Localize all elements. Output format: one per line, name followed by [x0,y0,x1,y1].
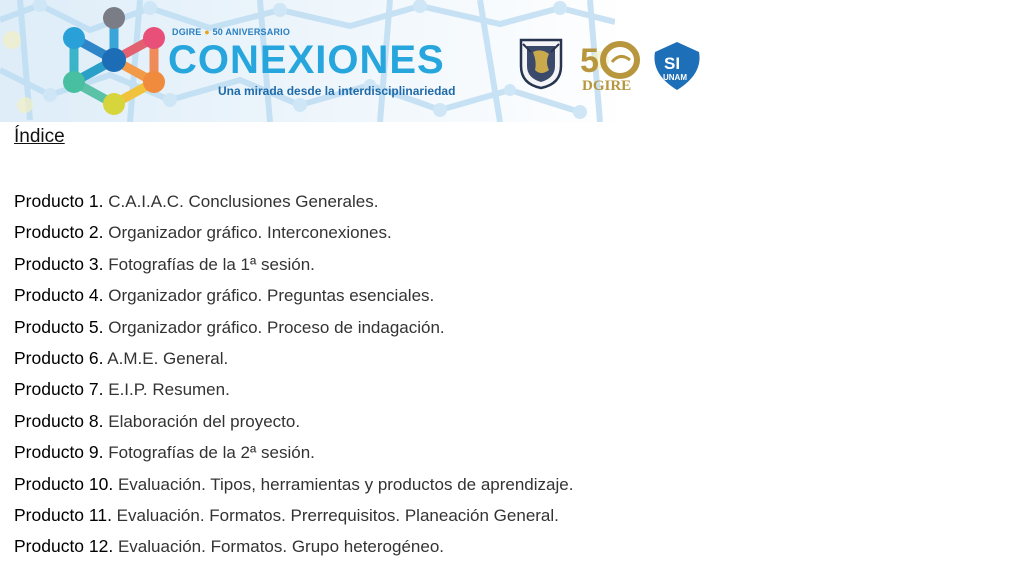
index-item [14,186,1004,217]
unam-shield-icon [515,36,567,90]
index-title: Índice [14,126,65,147]
index-item-label: Producto 5. [14,316,104,337]
index-item-label: Producto 8. [14,410,104,431]
index-item-text: Organizador gráfico. Preguntas esenciales. [108,286,435,306]
index-item-text: Elaboración del proyecto. [108,411,301,431]
index-list [14,186,1004,563]
index-item-label: Producto 9. [14,442,104,463]
index-item-label: Producto 10. [14,473,114,494]
index-item-label: Producto 6. [14,348,104,369]
index-item-text: C.A.I.A.C. Conclusiones Generales. [108,192,379,211]
banner-subtitle: Una mirada desde la interdisciplinariedad [218,84,456,98]
conexiones-network-logo [60,4,168,116]
index-item-text: A.M.E. General. [107,349,229,369]
index-item-label: Producto 12. [14,536,114,557]
index-item-text: Evaluación. Formatos. Prerrequisitos. Planeación General. [116,506,559,526]
svg-text:5: 5 [580,42,599,80]
index-item-text: E.I.P. Resumen. [108,380,230,400]
index-section [14,124,1004,563]
index-item [14,374,1004,405]
index-item-text: Organizador gráfico. Proceso de indagación. [108,317,445,337]
index-item [14,469,1004,500]
si-unam-logo [649,40,705,92]
index-item-text: Fotografías de la 2ª sesión. [108,443,315,463]
index-item [14,217,1004,248]
index-item-label: Producto 1. [14,191,104,211]
index-item-label: Producto 4. [14,285,104,306]
banner-kicker: DGIRE ● 50 ANIVERSARIO [172,27,291,37]
svg-text:UNAM: UNAM [663,73,687,82]
svg-text:DGIRE: DGIRE [582,78,632,94]
index-item [14,312,1004,343]
index-item [14,500,1004,531]
index-item [14,406,1004,437]
index-item-text: Evaluación. Formatos. Grupo heterogéneo. [117,537,444,557]
index-item-label: Producto 2. [14,222,104,243]
banner-title: CONEXIONES [168,38,445,82]
index-item-label: Producto 3. [14,253,104,274]
index-item [14,437,1004,468]
institution-logos [510,34,710,94]
index-item-text: Organizador gráfico. Interconexiones. [108,223,392,243]
index-item-label: Producto 11. [14,505,112,526]
svg-text:SI: SI [664,54,681,73]
dgire-50-logo [576,38,640,94]
index-item-label: Producto 7. [14,379,104,400]
index-item [14,249,1004,280]
index-item-text: Evaluación. Tipos, herramientas y productos de aprendizaje. [117,474,574,494]
index-item [14,531,1004,562]
index-item-text: Fotografías de la 1ª sesión. [108,254,315,274]
index-item [14,343,1004,374]
index-item [14,280,1004,311]
